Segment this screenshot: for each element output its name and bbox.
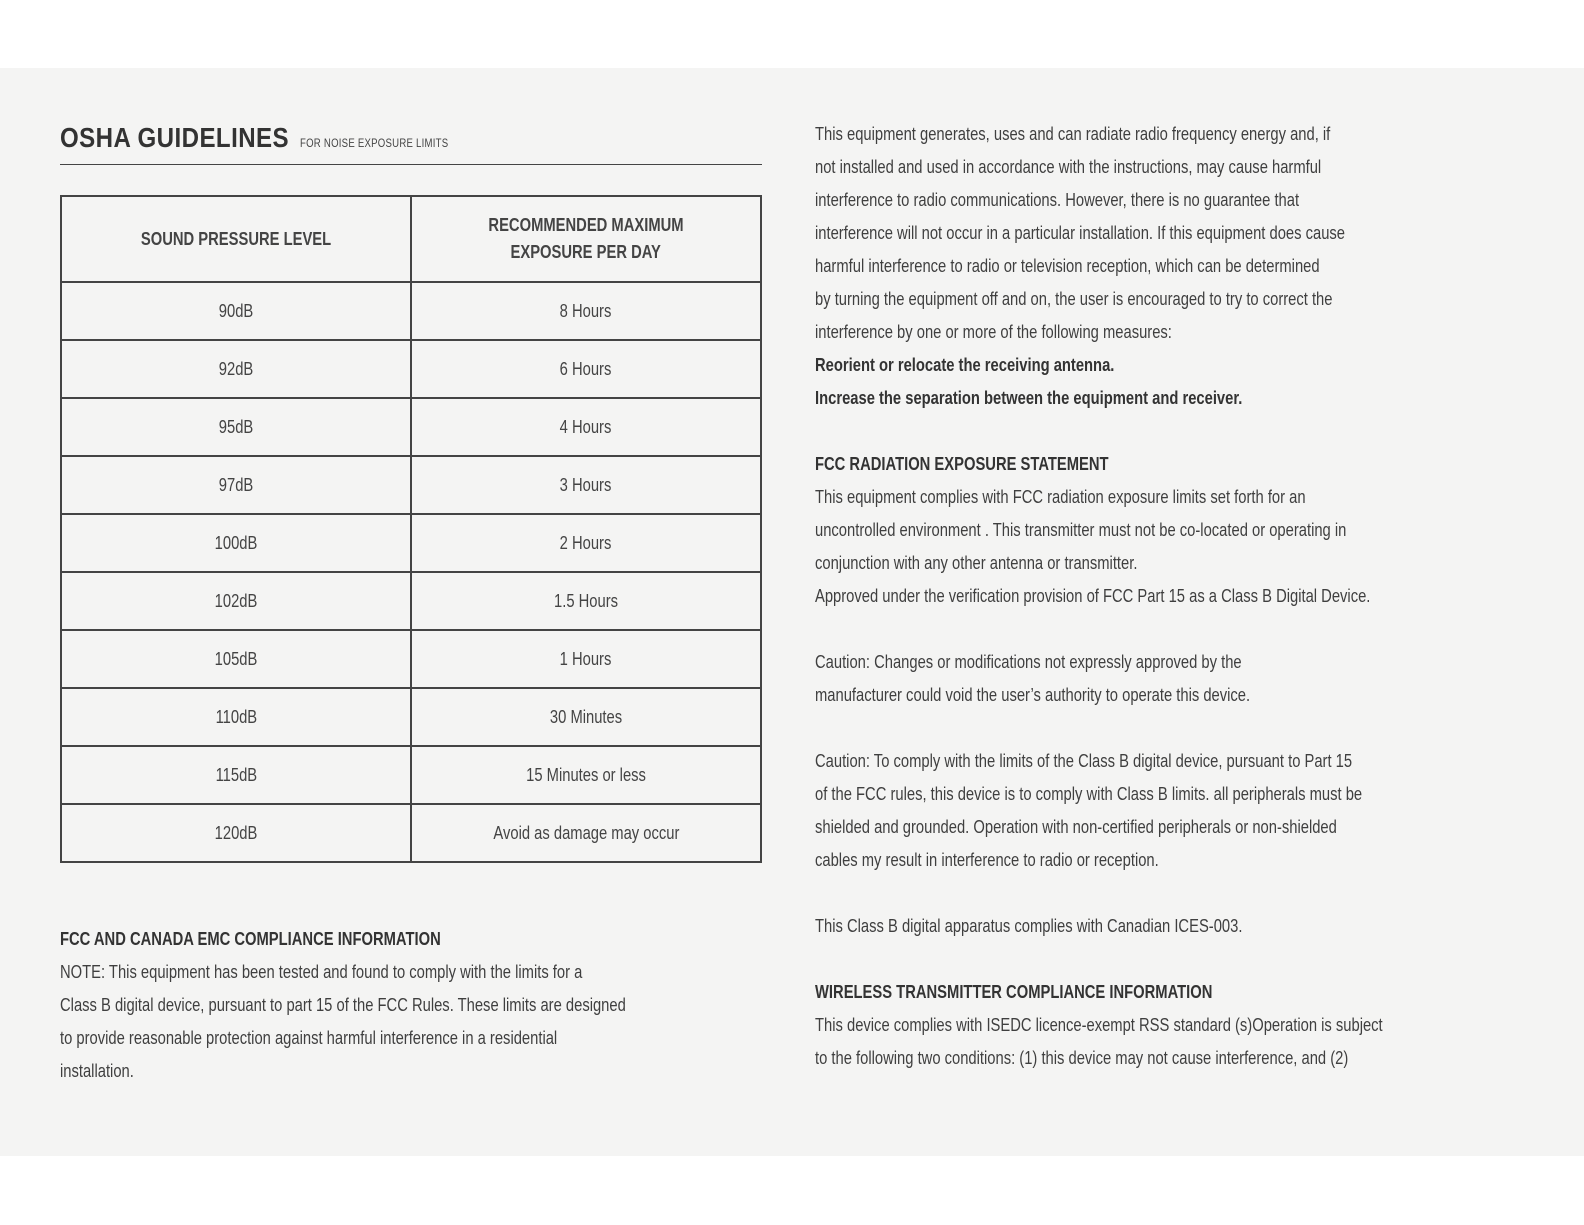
table-row	[61, 340, 761, 398]
cell-level: 92dB	[61, 340, 411, 398]
cell-exposure: 15 Minutes or less	[411, 746, 761, 804]
cell-exposure: 1 Hours	[411, 630, 761, 688]
measure-reorient: Reorient or relocate the receiving antenna.	[815, 355, 1115, 375]
measure-increase-separation: Increase the separation between the equipment and receiver.	[815, 388, 1243, 408]
cell-level: 115dB	[61, 746, 411, 804]
osha-title: OSHA GUIDELINES	[60, 122, 290, 153]
interference-paragraph: This equipment generates, uses and can radiate radio frequency energy and, if not installed and used in accordance with the instructions, may cause harmful interference to radio communications. However, there is no guarantee that interference will not occur in a particular installation. If this equipment does cause harmful interference to radio or television reception, which can be determined by turning the equipment off and on, the user is encouraged to try to correct the interference by one or more of the following measures: Reorient or relocate the receiving antenna. Increase the separation between the equipment and receiver.	[815, 118, 1515, 415]
fcc-canada-paragraph: NOTE: This equipment has been tested and found to comply with the limits for a Class B digital device, pursuant to part 15 of the FCC Rules. These limits are designed to provide reasonable protection against harmful interference in a residential installation.	[60, 962, 626, 1081]
table-row	[61, 746, 761, 804]
table-row	[61, 282, 761, 340]
wireless-paragraph: This device complies with ISEDC licence-exempt RSS standard (s)Operation is subject to the following two conditions: (1) this device may not cause interference, and (2)	[815, 1015, 1383, 1068]
cell-level: 120dB	[61, 804, 411, 862]
header-recommended-exposure: RECOMMENDED MAXIMUM EXPOSURE PER DAY	[411, 196, 761, 282]
cell-exposure: Avoid as damage may occur	[411, 804, 761, 862]
table-row	[61, 514, 761, 572]
table-row	[61, 688, 761, 746]
cell-exposure: 1.5 Hours	[411, 572, 761, 630]
table-header-row	[61, 196, 761, 282]
osha-exposure-table	[60, 195, 762, 863]
table-row	[61, 456, 761, 514]
cell-level: 100dB	[61, 514, 411, 572]
cell-exposure: 2 Hours	[411, 514, 761, 572]
cell-exposure: 30 Minutes	[411, 688, 761, 746]
cell-level: 97dB	[61, 456, 411, 514]
cell-level: 105dB	[61, 630, 411, 688]
radiation-heading: FCC RADIATION EXPOSURE STATEMENT	[815, 454, 1109, 474]
osha-section	[60, 122, 762, 863]
caution-class-b-paragraph: Caution: To comply with the limits of the Class B digital device, pursuant to Part 15 of the FCC rules, this device is to comply with Class B limits. all peripherals must be shielded and grounded. Operation with non-certified peripherals or non-shielded cables my result in interference to radio or reception.	[815, 751, 1363, 870]
table-row	[61, 804, 761, 862]
table-row	[61, 398, 761, 456]
right-column	[815, 118, 1515, 1075]
osha-title-row	[60, 122, 762, 165]
cell-level: 110dB	[61, 688, 411, 746]
radiation-paragraph: This equipment complies with FCC radiation exposure limits set forth for an uncontrolled environment . This transmitter must not be co-located or operating in conjunction with any other antenna or transmitter. Approved under the verification provision of FCC Part 15 as a Class B Digital Device.	[815, 487, 1371, 606]
cell-exposure: 4 Hours	[411, 398, 761, 456]
caution-modifications-paragraph: Caution: Changes or modifications not expressly approved by the manufacturer could void the user’s authority to operate this device.	[815, 652, 1251, 705]
cell-exposure: 8 Hours	[411, 282, 761, 340]
ices-paragraph: This Class B digital apparatus complies with Canadian ICES-003.	[815, 916, 1243, 936]
table-row	[61, 630, 761, 688]
cell-level: 102dB	[61, 572, 411, 630]
osha-subtitle: FOR NOISE EXPOSURE LIMITS	[300, 136, 449, 150]
cell-level: 95dB	[61, 398, 411, 456]
fcc-canada-section	[60, 923, 762, 1088]
cell-exposure: 6 Hours	[411, 340, 761, 398]
cell-level: 90dB	[61, 282, 411, 340]
wireless-heading: WIRELESS TRANSMITTER COMPLIANCE INFORMATION	[815, 982, 1213, 1002]
header-sound-pressure-level: SOUND PRESSURE LEVEL	[61, 196, 411, 282]
cell-exposure: 3 Hours	[411, 456, 761, 514]
fcc-canada-heading: FCC AND CANADA EMC COMPLIANCE INFORMATION	[60, 929, 441, 949]
table-row	[61, 572, 761, 630]
